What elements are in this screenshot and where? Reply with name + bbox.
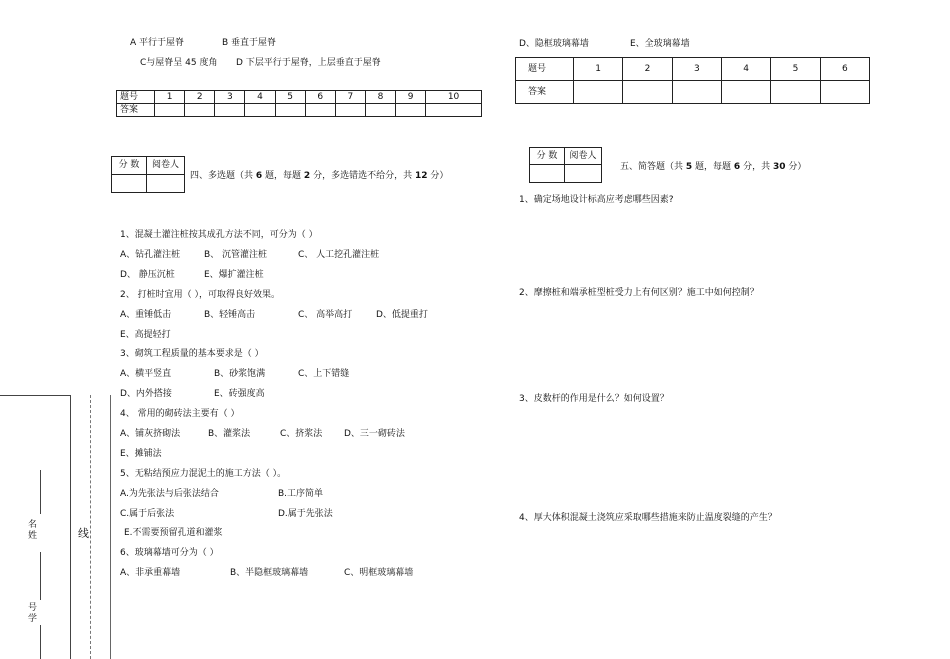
- margin-edge-line: [70, 395, 71, 659]
- answer-table-right: [515, 57, 870, 104]
- question-number: 4: [245, 91, 275, 104]
- question-stem: 3、砌筑工程质量的基本要求是（ ）: [120, 349, 264, 359]
- id-label: 号学: [28, 603, 38, 624]
- line-label: 线: [78, 527, 89, 540]
- question-number: 6: [820, 58, 869, 81]
- section5-post: 分）: [788, 162, 807, 172]
- answer-cell[interactable]: [215, 104, 245, 117]
- short-answer-question: 2、摩擦桩和端承桩型桩受力上有何区别？施工中如何控制？: [519, 288, 759, 298]
- answer-cell[interactable]: [275, 104, 305, 117]
- question-number: 4: [721, 58, 770, 81]
- answer-table-header-label: 题号: [516, 58, 574, 81]
- answer-cell[interactable]: [396, 104, 426, 117]
- question-number: 8: [365, 91, 395, 104]
- short-answer-question: 1、确定场地设计标高应考虑哪些因素?: [519, 195, 674, 205]
- question-number: 10: [426, 91, 482, 104]
- question-stem: 6、玻璃幕墙可分为（ ）: [120, 548, 219, 558]
- option: E.不需要预留孔道和灌浆: [124, 528, 223, 538]
- grader-cell[interactable]: [565, 165, 602, 183]
- question-number: 9: [396, 91, 426, 104]
- section4-count: 6: [255, 171, 263, 181]
- question-number: 7: [335, 91, 365, 104]
- score-box-right: [529, 147, 602, 183]
- score-cell[interactable]: [112, 175, 147, 193]
- answer-cell[interactable]: [623, 81, 672, 104]
- option: D、内外搭接: [120, 389, 172, 399]
- grader-label: 阅卷人: [565, 148, 602, 165]
- answer-table-header-label: 题号: [117, 91, 155, 104]
- cut-line: [90, 395, 91, 659]
- question-stem: 1、混凝土灌注桩按其成孔方法不同，可分为（ ）: [120, 230, 318, 240]
- score-box-left: [111, 156, 185, 193]
- id-field-line: [40, 625, 41, 659]
- option: E、爆扩灌注桩: [204, 270, 264, 280]
- answer-table-answer-label: 答案: [516, 81, 574, 104]
- option: E、高提轻打: [120, 330, 171, 340]
- section4-total: 12: [414, 171, 428, 181]
- option: E、摊铺法: [120, 449, 162, 459]
- option: D、三一砌砖法: [344, 429, 405, 439]
- option: A.为先张法与后张法结合: [120, 489, 219, 499]
- margin-inner-line: [110, 395, 111, 659]
- option-d: D 下层平行于屋脊，上层垂直于屋脊: [236, 58, 381, 68]
- score-label: 分 数: [112, 157, 147, 175]
- answer-cell[interactable]: [335, 104, 365, 117]
- question-stem: 5、无粘结预应力混泥土的施工方法（ ）。: [120, 469, 287, 479]
- option: E、砖强度高: [214, 389, 265, 399]
- section5-heading: [620, 161, 806, 173]
- section5-total: 30: [772, 162, 786, 172]
- answer-table-left: [116, 90, 482, 117]
- question-number: 3: [672, 58, 721, 81]
- option: A、非承重幕墙: [120, 568, 181, 578]
- option: B、灌浆法: [208, 429, 251, 439]
- section5-pre: 五、简答题（共: [620, 162, 684, 172]
- question-number: 5: [275, 91, 305, 104]
- grader-cell[interactable]: [147, 175, 185, 193]
- option: A、钻孔灌注桩: [120, 250, 181, 260]
- short-answer-question: 4、厚大体积混凝土浇筑应采取哪些措施来防止温度裂缝的产生？: [519, 513, 777, 523]
- margin-top-rule: [0, 395, 70, 396]
- option: A、重锤低击: [120, 310, 172, 320]
- answer-cell[interactable]: [672, 81, 721, 104]
- section4-mid2: 分，多选错选不给分，共: [313, 171, 413, 181]
- option: D、低提重打: [376, 310, 428, 320]
- option: C、 人工挖孔灌注桩: [298, 250, 380, 260]
- option: C.属于后张法: [120, 509, 175, 519]
- question-number: 2: [185, 91, 215, 104]
- option-e-right: E、全玻璃幕墙: [630, 39, 690, 49]
- answer-cell[interactable]: [574, 81, 623, 104]
- section5-mid1: 题，每题: [695, 162, 732, 172]
- question-number: 5: [771, 58, 820, 81]
- name-field-line: [40, 470, 41, 514]
- name-field-line: [40, 552, 41, 600]
- section4-mid1: 题，每题: [265, 171, 302, 181]
- answer-cell[interactable]: [305, 104, 335, 117]
- question-number: 2: [623, 58, 672, 81]
- option: D、 静压沉桩: [120, 270, 175, 280]
- option: C、挤浆法: [280, 429, 323, 439]
- score-label: 分 数: [530, 148, 565, 165]
- option: B、 沉管灌注桩: [204, 250, 268, 260]
- option: B、轻锤高击: [204, 310, 256, 320]
- answer-cell[interactable]: [771, 81, 820, 104]
- section4-pre: 四、多选题（共: [190, 171, 254, 181]
- answer-cell[interactable]: [365, 104, 395, 117]
- option-d-right: D、隐框玻璃幕墙: [519, 39, 589, 49]
- question-number: 3: [215, 91, 245, 104]
- option: A、横平竖直: [120, 369, 172, 379]
- section5-mid2: 分，共: [743, 162, 771, 172]
- option: C、上下错缝: [298, 369, 350, 379]
- grader-label: 阅卷人: [147, 157, 185, 175]
- answer-table-answer-label: 答案: [117, 104, 155, 117]
- option: B、半隐框玻璃幕墙: [230, 568, 309, 578]
- option-c: C与屋脊呈 45 度角: [140, 58, 218, 68]
- answer-cell[interactable]: [721, 81, 770, 104]
- section4-points: 2: [303, 171, 311, 181]
- option: B.工序简单: [278, 489, 324, 499]
- section5-points: 6: [733, 162, 741, 172]
- score-cell[interactable]: [530, 165, 565, 183]
- option: A、铺灰挤砌法: [120, 429, 181, 439]
- option-b: B 垂直于屋脊: [222, 38, 277, 48]
- option-a: A 平行于屋脊: [130, 38, 185, 48]
- question-number: 1: [574, 58, 623, 81]
- answer-cell[interactable]: [820, 81, 869, 104]
- section4-heading: [190, 170, 448, 182]
- answer-cell[interactable]: [185, 104, 215, 117]
- section4-post: 分）: [430, 171, 449, 181]
- question-number: 1: [155, 91, 185, 104]
- question-stem: 2、 打桩时宜用（ ），可取得良好效果。: [120, 290, 280, 300]
- question-stem: 4、 常用的砌砖法主要有（ ）: [120, 409, 240, 419]
- question-number: 6: [305, 91, 335, 104]
- option: C、明框玻璃幕墙: [344, 568, 414, 578]
- answer-cell[interactable]: [155, 104, 185, 117]
- option: C、 高举高打: [298, 310, 353, 320]
- name-label: 名姓: [28, 520, 38, 541]
- answer-cell[interactable]: [245, 104, 275, 117]
- answer-cell[interactable]: [426, 104, 482, 117]
- option: B、砂浆饱满: [214, 369, 266, 379]
- section5-count: 5: [685, 162, 693, 172]
- short-answer-question: 3、皮数杆的作用是什么？如何设置？: [519, 394, 669, 404]
- option: D.属于先张法: [278, 509, 333, 519]
